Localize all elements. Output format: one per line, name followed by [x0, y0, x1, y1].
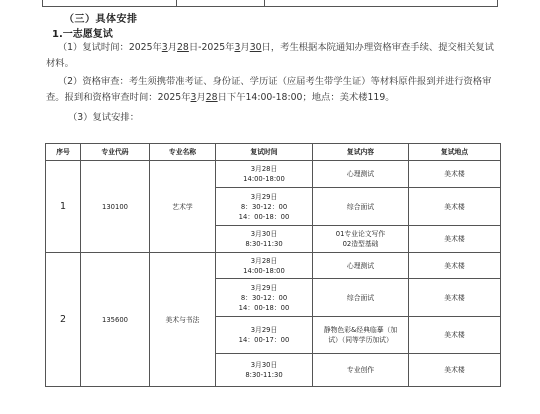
cell-content: 01专业论文写作 02造型基础 — [313, 226, 409, 253]
cell-content: 综合面试 — [313, 279, 409, 317]
cell-place: 美术楼 — [409, 279, 501, 317]
cell-place: 美术楼 — [409, 317, 501, 354]
header-name: 专业名称 — [150, 144, 216, 161]
header-place: 复试地点 — [409, 144, 501, 161]
schedule-table — [45, 143, 501, 387]
paragraph-qualification: （2）资格审查：考生须携带准考证、身份证、学历证（应届考生带学生证）等材料原件报到并进行资格审查。报到和资格审查时间：2025年3月28日下午14:00-18:00；地点：美术楼119。 — [46, 76, 492, 103]
cell-content: 心理测试 — [313, 253, 409, 279]
header-code: 专业代码 — [81, 144, 150, 161]
paragraph-retest-time: （1）复试时间：2025年3月28日-2025年3月30日，考生根据本院通知办理资格审查手续、提交相关复试材料。 — [46, 42, 494, 69]
cell-content: 心理测试 — [313, 161, 409, 188]
cell-time: 3月29日 14：00-17：00 — [216, 317, 313, 354]
cell-content: 静物色彩&经典临摹（加 试）（同等学历加试） — [313, 317, 409, 354]
cell-no: 1 — [46, 161, 81, 253]
header-time: 复试时间 — [216, 144, 313, 161]
table-row — [46, 253, 501, 279]
cell-no: 2 — [46, 253, 81, 387]
table-row — [46, 161, 501, 188]
cell-place: 美术楼 — [409, 226, 501, 253]
cell-code: 135600 — [81, 253, 150, 387]
cell-time: 3月30日 8:30-11:30 — [216, 226, 313, 253]
cell-time: 3月29日 8：30-12：00 14：00-18：00 — [216, 279, 313, 317]
cell-code: 130100 — [81, 161, 150, 253]
header-content: 复试内容 — [313, 144, 409, 161]
cell-place: 美术楼 — [409, 161, 501, 188]
cell-place: 美术楼 — [409, 253, 501, 279]
cell-major: 美术与书法 — [150, 253, 216, 387]
table-header-row — [46, 144, 501, 161]
cell-content: 综合面试 — [313, 188, 409, 226]
cell-content: 专业创作 — [313, 354, 409, 387]
paragraph-arrangement: （3）复试安排： — [68, 112, 139, 123]
cell-time: 3月28日 14:00-18:00 — [216, 161, 313, 188]
cell-place: 美术楼 — [409, 188, 501, 226]
subsection-title: 1.一志愿复试 — [52, 29, 113, 40]
cell-place: 美术楼 — [409, 354, 501, 387]
cell-time: 3月28日 14:00-18:00 — [216, 253, 313, 279]
cell-time: 3月30日 8:30-11:30 — [216, 354, 313, 387]
cell-time: 3月29日 8：30-12：00 14：00-18：00 — [216, 188, 313, 226]
section-title: （三）具体安排 — [64, 14, 138, 25]
cell-major: 艺术学 — [150, 161, 216, 253]
top-table-border — [42, 0, 498, 7]
header-no: 序号 — [46, 144, 81, 161]
